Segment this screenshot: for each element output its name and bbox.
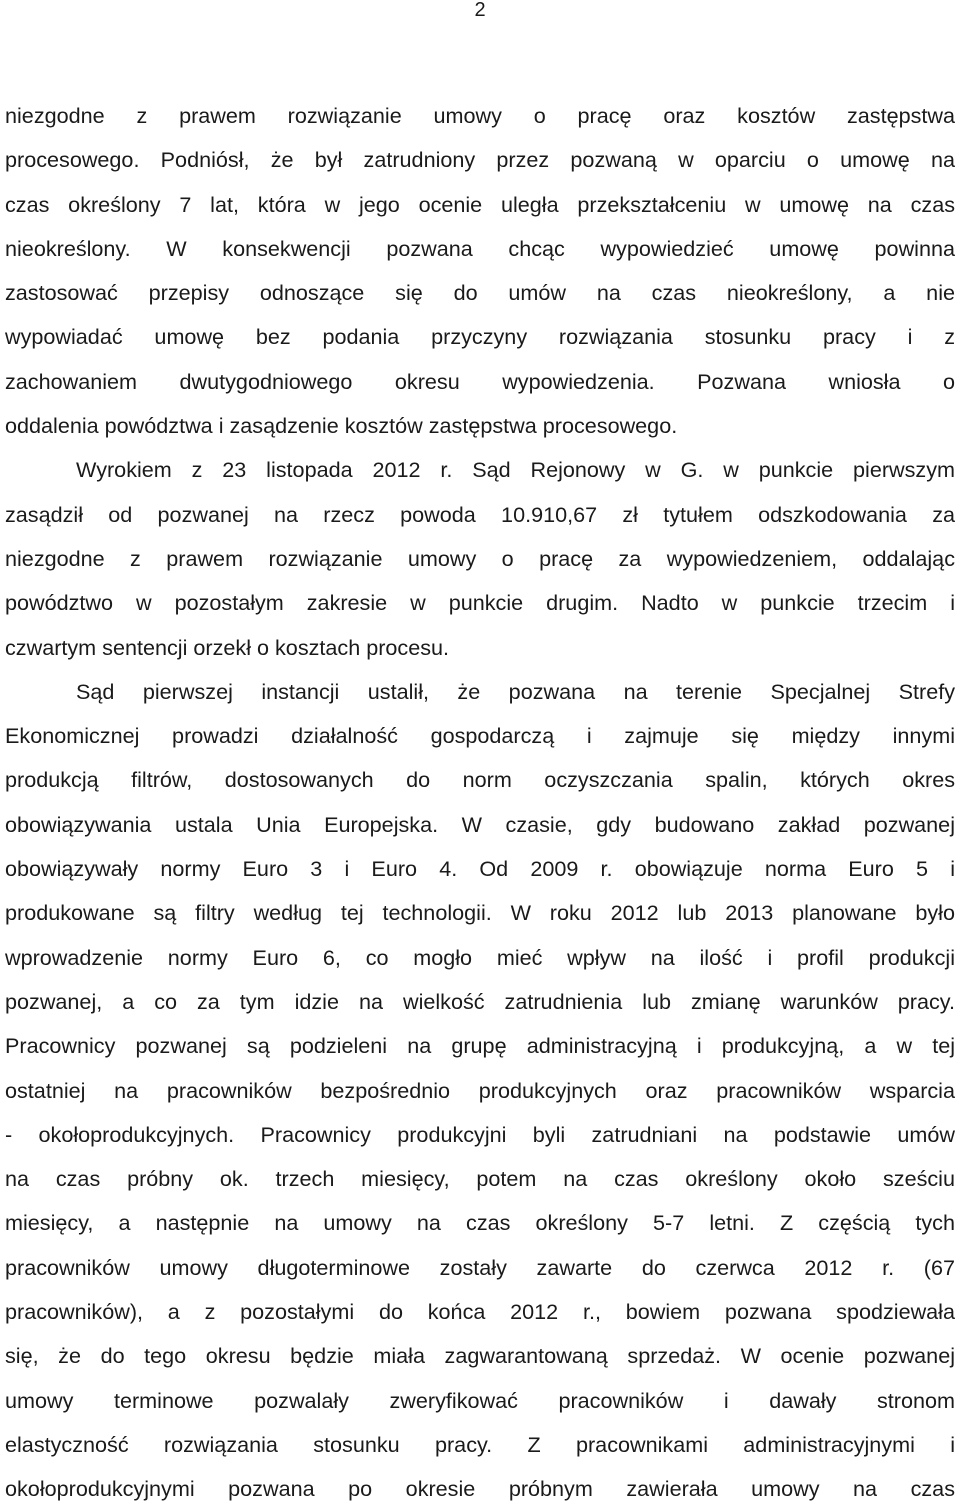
text-line: pracowników umowy długoterminowe zostały zawarte do czerwca 2012 r. (67 xyxy=(5,1254,955,1280)
text-line: ostatniej na pracowników bezpośrednio produkcyjnych oraz pracowników wsparcia xyxy=(5,1077,955,1103)
text-line: Ekonomicznej prowadzi działalność gospodarczą i zajmuje się między innymi xyxy=(5,723,955,749)
text-line: na czas próbny ok. trzech miesięcy, potem na czas określony około sześciu xyxy=(5,1166,955,1192)
text-line: obowiązywania ustala Unia Europejska. W czasie, gdy budowano zakład pozwanej xyxy=(5,811,955,837)
text-line: Pracownicy pozwanej są podzieleni na grupę administracyjną i produkcyjną, a w tej xyxy=(5,1033,955,1059)
text-line: obowiązywały normy Euro 3 i Euro 4. Od 2009 r. obowiązuje norma Euro 5 i xyxy=(5,856,955,882)
text-line: Wyrokiem z 23 listopada 2012 r. Sąd Rejonowy w G. w punkcie pierwszym xyxy=(76,457,955,483)
document-body xyxy=(5,94,955,1512)
text-line: zasądził od pozwanej na rzecz powoda 10.910,67 zł tytułem odszkodowania za xyxy=(5,501,955,527)
text-line: zachowaniem dwutygodniowego okresu wypowiedzenia. Pozwana wniosła o xyxy=(5,368,955,394)
text-line: okołoprodukcyjnymi pozwana po okresie próbnym zawierała umowy na czas xyxy=(5,1476,955,1502)
text-line: - okołoprodukcyjnych. Pracownicy produkcyjni byli zatrudniani na podstawie umów xyxy=(5,1121,955,1147)
text-line: niezgodne z prawem rozwiązanie umowy o pracę za wypowiedzeniem, oddalając xyxy=(5,545,955,571)
text-line: procesowego. Podniósł, że był zatrudniony przez pozwaną w oparciu o umowę na xyxy=(5,147,955,173)
text-line: miesięcy, a następnie na umowy na czas określony 5-7 letni. Z częścią tych xyxy=(5,1210,955,1236)
text-line: wprowadzenie normy Euro 6, co mogło mieć wpływ na ilość i profil produkcji xyxy=(5,944,955,970)
text-line: wypowiadać umowę bez podania przyczyny rozwiązania stosunku pracy i z xyxy=(5,324,955,350)
text-line: nieokreślony. W konsekwencji pozwana chcąc wypowiedzieć umowę powinna xyxy=(5,235,955,261)
text-line: czas określony 7 lat, która w jego ocenie uległa przekształceniu w umowę na czas xyxy=(5,191,955,217)
page-number: 2 xyxy=(474,0,486,21)
text-line: pracowników), a z pozostałymi do końca 2012 r., bowiem pozwana spodziewała xyxy=(5,1299,955,1325)
text-line: oddalenia powództwa i zasądzenie kosztów zastępstwa procesowego. xyxy=(5,413,678,439)
text-line: powództwo w pozostałym zakresie w punkcie drugim. Nadto w punkcie trzecim i xyxy=(5,590,955,616)
text-line: produkowane są filtry według tej technologii. W roku 2012 lub 2013 planowane było xyxy=(5,900,955,926)
text-line: czwartym sentencji orzekł o kosztach procesu. xyxy=(5,634,450,660)
text-line: umowy terminowe pozwalały zweryfikować pracowników i dawały stronom xyxy=(5,1387,955,1413)
text-line: produkcją filtrów, dostosowanych do norm oczyszczania spalin, których okres xyxy=(5,767,955,793)
text-line: się, że do tego okresu będzie miała zagwarantowaną sprzedaż. W ocenie pozwanej xyxy=(5,1343,955,1369)
text-line: pozwanej, a co za tym idzie na wielkość zatrudnienia lub zmianę warunków pracy. xyxy=(5,988,955,1014)
text-line: zastosować przepisy odnoszące się do umów na czas nieokreślony, a nie xyxy=(5,280,955,306)
text-line: elastyczność rozwiązania stosunku pracy. Z pracownikami administracyjnymi i xyxy=(5,1431,955,1457)
text-line: niezgodne z prawem rozwiązanie umowy o pracę oraz kosztów zastępstwa xyxy=(5,103,955,128)
text-line: Sąd pierwszej instancji ustalił, że pozwana na terenie Specjalnej Strefy xyxy=(76,678,955,704)
